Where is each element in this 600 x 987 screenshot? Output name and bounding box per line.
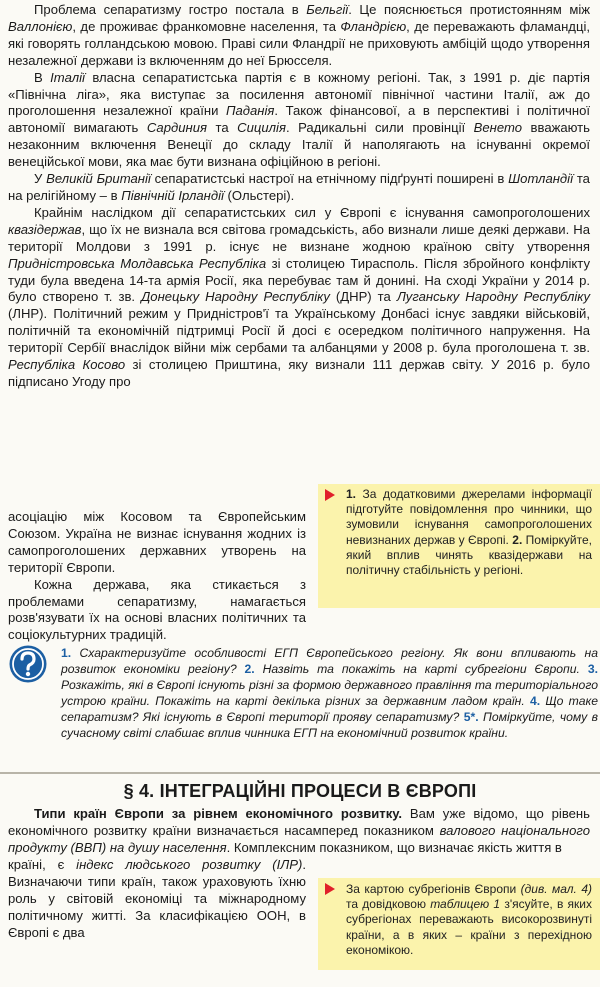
task-box-quasi-states: 1. За додатковими джерелами інформації підготуйте повідомлення про чинники, що зумовили існування самопроголошених невизнаних держав у Європі. 2. Поміркуйте, який вплив чинять квазідержави на політичну стабільність у регіоні. [318, 484, 600, 608]
questions-text: 1. Схарактеризуйте особливості ЕГП Європейського регіону. Як вони впливають на розвиток економіки регіону? 2. Назвіть та покажіть на карті субрегіони Європи. 3. Розкажіть, які в Європі існують різні за формою державного правління та територіального устрою країни. Покажіть на карті декілька різних за державним ладом країн. 4. Що таке сепаратизм? Які існують в Європі території прояву сепаратизму? 5*. Поміркуйте, чому в сучасному світі слабшає вплив чинника ЕГП на економічний розвиток країни. [61, 646, 599, 740]
pointer-icon [325, 489, 335, 501]
paragraph-conclusion: Кожна держава, яка стикається з проблемами сепаратизму, намагається розв'язувати їх на основі власних політичних та соціокультурних традицій. [8, 576, 306, 643]
main-text-narrow [8, 509, 306, 644]
main-text-top [8, 2, 590, 391]
divider [0, 772, 600, 774]
paragraph-quasi-states: Крайнім наслідком дії сепаратистських сил у Європі є існування самопроголошених квазідержав, що їх не визнала вся світова громадськість, або визнали лише деякі держави. На території Молдови з 1991 р. існує не визнане жодною країною світу утворення Придністровська Молдавська Республіка зі столицею Тирасполь. Після збройного конфлікту туди була введена 14-та армія Росії, яка перебуває там й донині. На сході України у 2014 р. було створено т. зв. Донецьку Народну Республіку (ДНР) та Луганську Народну Республіку (ЛНР). Політичний режим у Придністров'ї та Українському Донбасі існує завдяки військовій, політичній та економічній підтримці Росії й досі є осередком політичного напруження. На території Сербії внаслідок війни між сербами та албанцями у 2008 р. була проголошена т. зв. Республіка Косово зі столицею Приштина, яку визнали 111 держав світу. У 2016 р. було підписано Угоду про [8, 204, 591, 389]
review-questions [8, 644, 599, 764]
section-text-narrow [8, 857, 306, 942]
question-icon [8, 644, 48, 684]
paragraph-belgium: Проблема сепаратизму гостро постала в Бельгії. Це пояснюється протистоянням між Валлонією, де проживає франкомовне населення, та Фландрією, де переважають фламандці, які говорять голландською мовою. Праві сили Фландрії не приховують амбіцій щодо утворення незалежної держави із включенням до неї Брюсселя. [8, 2, 590, 68]
section-text-top [8, 806, 590, 857]
paragraph-great-britain: У Великій Британії сепаратистські настрої на етнічному підґрунті поширені в Шотландії та на релігійному – в Північній Ірландії (Ольстері). [8, 171, 590, 203]
task-box-subregions: За картою субрегіонів Європи (див. мал. 4) та довідковою таблицею 1 з'ясуйте, в яких субрегіонах переважають високорозвинуті країни, а в яких – країни з перехідною економікою. [318, 878, 600, 970]
paragraph-kosovo-cont: асоціацію між Косовом та Європейським Союзом. Україна не визнає існування жодних із самопроголошених державних утворень на території Європи. [8, 509, 306, 575]
pointer-icon [325, 883, 335, 895]
section-title: § 4. ІНТЕГРАЦІЙНІ ПРОЦЕСИ В ЄВРОПІ [123, 781, 477, 801]
paragraph-hdi: країні, є індекс людського розвитку (ІЛР). Визначаючи типи країн, також ураховують їхню роль у світовій економіці та міжнародному політичному житті. За класифікацією ООН, в Європі є два [8, 857, 306, 940]
paragraph-italy: В Італії власна сепаратистська партія є в кожному регіоні. Так, з 1991 р. діє партія «Північна ліга», яка виступає за посилення автономії північної частини Італії, аж до проголошення незалежної країни Паданія. Також фінансової, а в перспективі і політичної автономії вимагають Сардиния та Сицилія. Радикальні сили провінції Венето вважають незаконним включення Венеції до складу Італії й наполягають на існуванні окремої венеційської мови, яка має бути визнана офіційною в регіоні. [8, 69, 590, 170]
paragraph-economic-types: Типи країн Європи за рівнем економічного розвитку. Вам уже відомо, що рівень економічного розвитку країни визначається насамперед показником валового національного продукту (ВВП) на душу населення. Комплексним показником, що визначає якість життя в [8, 806, 590, 855]
